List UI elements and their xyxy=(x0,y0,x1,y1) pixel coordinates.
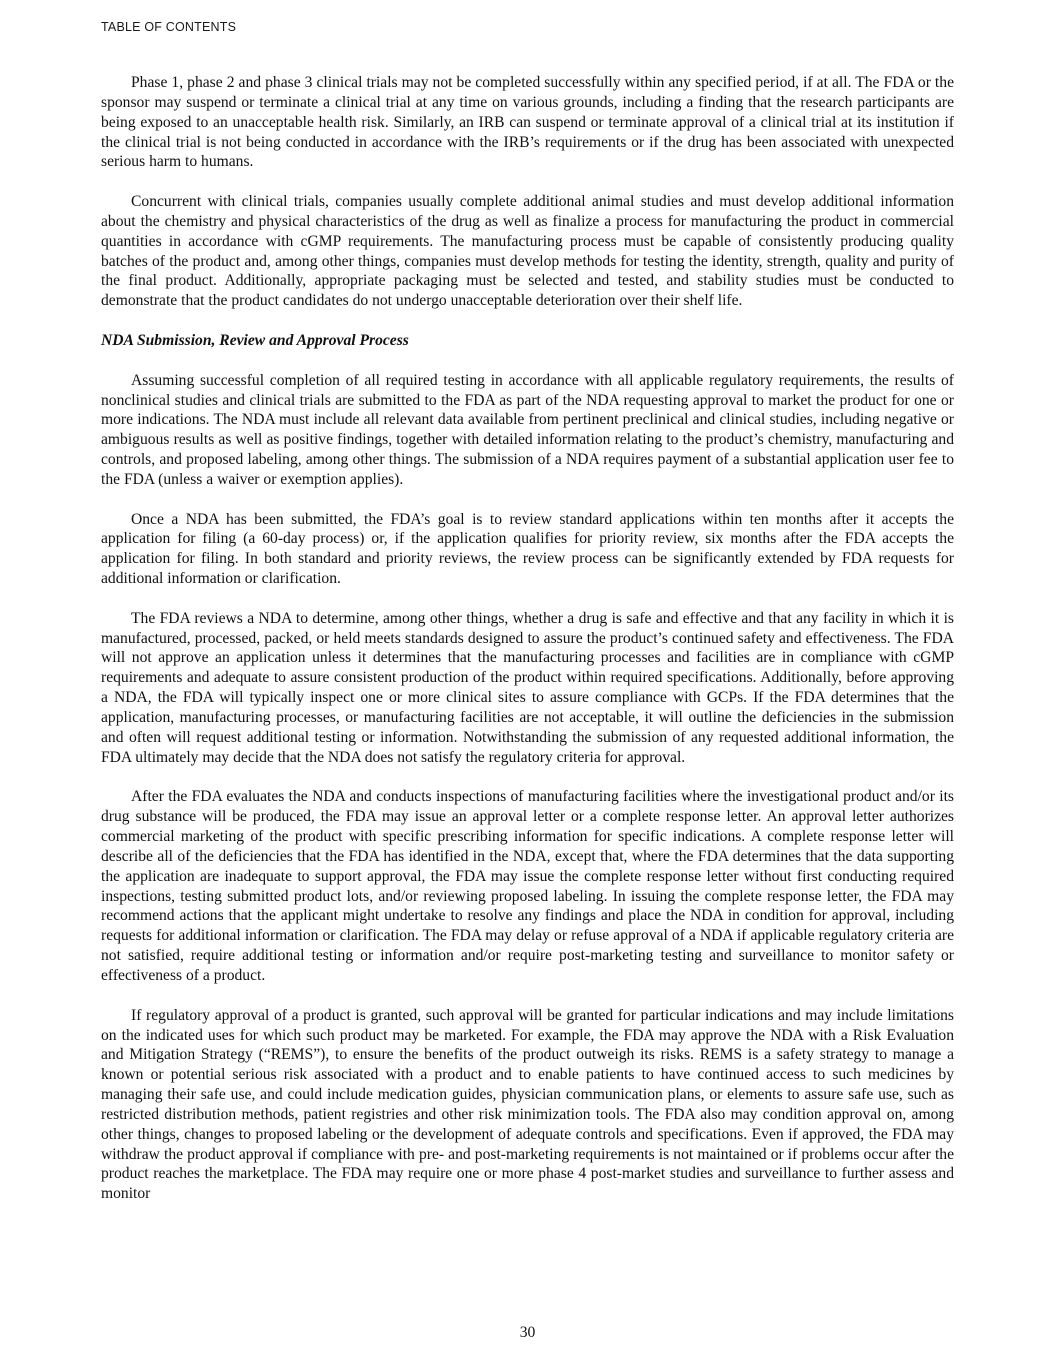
paragraph-nda-review-timeline: Once a NDA has been submitted, the FDA’s goal is to review standard applications within ten months after it accepts the application for filing (a 60-day process) or, if the application qualifies for priority review, six months after the FDA accepts the application for filing. In both standard and priority reviews, the review process can be significantly extended by FDA requests for additional information or clarification. xyxy=(101,510,954,588)
paragraph-fda-review-criteria: The FDA reviews a NDA to determine, among other things, whether a drug is safe and effective and that any facility in which it is manufactured, processed, packed, or held meets standards designed to assure the product’s continued safety and effectiveness. The FDA will not approve an application unless it determines that the manufacturing processes and facilities are in compliance with cGMP requirements and adequate to assure consistent production of the product within required specifications. Additionally, before approving a NDA, the FDA will typically inspect one or more clinical sites to assure compliance with GCPs. If the FDA determines that the application, manufacturing processes, or manufacturing facilities are not acceptable, it will outline the deficiencies in the submission and often will request additional testing or information. Notwithstanding the submission of any requested additional information, the FDA ultimately may decide that the NDA does not satisfy the regulatory criteria for approval. xyxy=(101,609,954,766)
paragraph-approval-or-response-letter: After the FDA evaluates the NDA and conducts inspections of manufacturing facilities where the investigational product and/or its drug substance will be produced, the FDA may issue an approval letter or a complete response letter. An approval letter authorizes commercial marketing of the product with specific prescribing information for specific indications. A complete response letter will describe all of the deficiencies that the FDA has identified in the NDA, except that, where the FDA determines that the data supporting the application are inadequate to support approval, the FDA may issue the complete response letter without first conducting required inspections, testing submitted product lots, and/or reviewing proposed labeling. In issuing the complete response letter, the FDA may recommend actions that the applicant might undertake to resolve any findings and place the NDA in condition for approval, including requests for additional information or clarification. The FDA may delay or refuse approval of a NDA if applicable regulatory criteria are not satisfied, require additional testing or information and/or require post-marketing testing and surveillance to monitor safety or effectiveness of a product. xyxy=(101,788,954,984)
paragraph-regulatory-approval-rems: If regulatory approval of a product is granted, such approval will be granted for particular indications and may include limitations on the indicated uses for which such product may be marketed. For example, the FDA may approve the NDA with a Risk Evaluation and Mitigation Strategy (“REMS”), to ensure the benefits of the product outweigh its risks. REMS is a safety strategy to manage a known or potential serious risk associated with a product and to enable patients to have continued access to such medicines by managing their safe use, and could include medication guides, physician communication plans, or elements to assure safe use, such as restricted distribution methods, patient registries and other risk minimization tools. The FDA also may condition approval on, among other things, changes to proposed labeling or the development of adequate controls and specifications. Even if approved, the FDA may withdraw the product approval if compliance with pre- and post-marketing requirements is not maintained or if problems occur after the product reaches the marketplace. The FDA may require one or more phase 4 post-market studies and surveillance to further assess and monitor xyxy=(101,1006,954,1203)
paragraph-nda-submission: Assuming successful completion of all required testing in accordance with all applicable regulatory requirements, the results of nonclinical studies and clinical trials are submitted to the FDA as part of the NDA requesting approval to market the product for one or more indications. The NDA must include all relevant data available from pertinent preclinical and clinical studies, including negative or ambiguous results as well as positive findings, together with detailed information relating to the product’s chemistry, manufacturing and controls, and proposed labeling, among other things. The submission of a NDA requires payment of a substantial application user fee to the FDA (unless a waiver or exemption applies). xyxy=(101,371,954,488)
table-of-contents-link[interactable]: TABLE OF CONTENTS xyxy=(101,20,237,34)
paragraph-clinical-trials-completion: Phase 1, phase 2 and phase 3 clinical trials may not be completed successfully within any specified period, if at all. The FDA or the sponsor may suspend or terminate a clinical trial at any time on various grounds, including a finding that the research participants are being exposed to an unacceptable health risk. Similarly, an IRB can suspend or terminate approval of a clinical trial at its institution if the clinical trial is not being conducted in accordance with the IRB’s requirements or if the drug has been associated with unexpected serious harm to humans. xyxy=(101,74,954,171)
document-body xyxy=(101,73,954,1224)
section-heading-nda-process: NDA Submission, Review and Approval Process xyxy=(101,331,409,349)
page-number: 30 xyxy=(519,1324,536,1341)
paragraph-concurrent-studies: Concurrent with clinical trials, companies usually complete additional animal studies and must develop additional information about the chemistry and physical characteristics of the drug as well as finalize a process for manufacturing the product in commercial quantities in accordance with cGMP requirements. The manufacturing process must be capable of consistently producing quality batches of the product and, among other things, companies must develop methods for testing the identity, strength, quality and purity of the final product. Additionally, appropriate packaging must be selected and tested, and stability studies must be conducted to demonstrate that the product candidates do not undergo unacceptable deterioration over their shelf life. xyxy=(101,193,954,310)
